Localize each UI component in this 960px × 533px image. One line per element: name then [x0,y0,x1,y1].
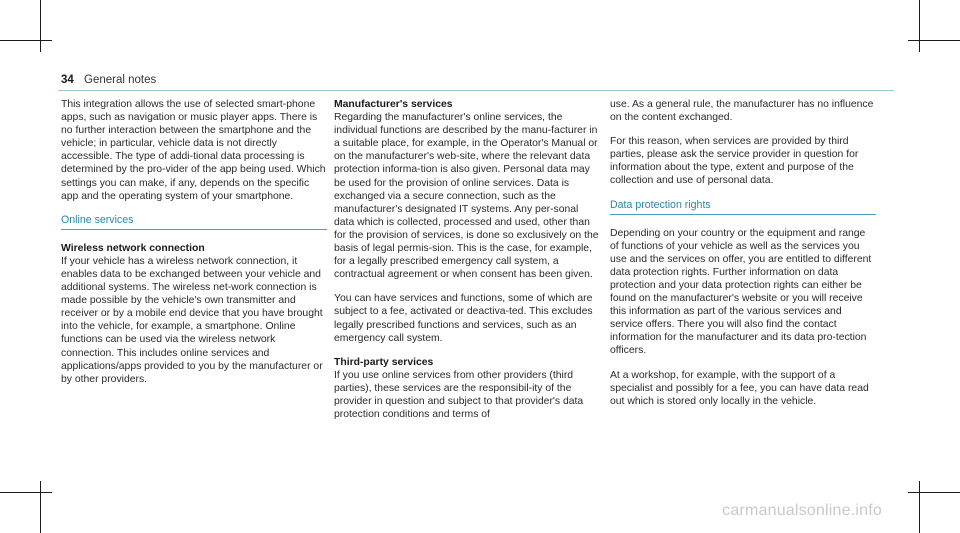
subheading-wireless: Wireless network connection [61,242,205,254]
wireless-paragraph: If your vehicle has a wireless network connection, it enables data to be exchanged between your vehicle and additional systems. The wireless net-work connection is made possible by the vehicle's own transmitter and receiver or by a mobile end device that you have brought into the vehicle, for example, a smartphone. Online functions can be used via the wireless network connection. This includes online services and applications/apps provided to you by the manufacturer or by other providers. [61,255,323,385]
crop-mark [0,40,52,41]
header-rule [58,90,894,91]
crop-mark [919,0,920,52]
third-party-paragraph: If you use online services from other providers (third parties), these services are the responsibil-ity of the provider in question and subject to that provider's data protection conditions and terms of [334,369,584,421]
services-paragraph: You can have services and functions, some of which are subject to a fee, activated or deactiva-ted. This excludes legally prescribed functions and services, such as an emergency call system. [334,293,593,344]
continued-paragraph: use. As a general rule, the manufacturer has no influence on the content exchanged. [610,99,874,124]
crop-mark [40,0,41,52]
subheading-third-party: Third-party services [334,356,434,368]
intro-paragraph: This integration allows the use of selected smart-phone apps, such as navigation or music player apps. There is no further interaction between the smartphone and the vehicle; in particular, vehicle data is not directly accessible. The type of addi-tional data processing is determined by the pro-vider of the app being used. Which settings you can make, if any, depends on the specific app and the operating system of your smartphone. [61,99,326,202]
reason-paragraph: For this reason, when services are provided by third parties, please ask the service provider in question for information about the type, extent and purpose of the collection and use of personal data. [610,136,859,187]
rights-paragraph: Depending on your country or the equipment and range of functions of your vehicle as well as the services you use and the services on offer, you are entitled to different data protection rights. Further information on data protection and your data protection rights can either be found on the manufacturer's website or you will receive this information as part of the various services and service offers. There you will also find the contact information for the manufacturer and its data pro-tection officers. [610,227,872,357]
crop-mark [908,492,960,493]
section-rule [61,229,327,230]
page-number: 34 [61,74,74,86]
manufacturer-paragraph: Regarding the manufacturer's online services, the individual functions are described by the manu-facturer in a suitable place, for example, in the Operator's Manual or on the manufacturer's web-site, where the relevant data protection informa-tion is also given. Personal data may be used for the provision of online services. Data is exchanged via a secure connection, such as the manufacturer's designated IT systems. Any per-sonal data which is collected, processed and used, other than for the provision of services, is done so exclusively on the basis of legal permis-sion. This is the case, for example, for a legally prescribed emergency call system, a contractual agreement or when consent has been given. [334,112,599,281]
section-rule [610,214,876,215]
subheading-manufacturer: Manufacturer's services [334,99,453,110]
crop-mark [40,481,41,533]
watermark: carmanualsonline.info [722,502,882,519]
section-heading-data-protection-rights: Data protection rights [610,198,711,211]
crop-mark [0,492,52,493]
crop-mark [919,481,920,533]
column-2 [334,98,600,432]
column-3 [610,98,876,419]
crop-mark [908,40,960,41]
column-1 [61,98,327,397]
section-heading-online-services: Online services [61,213,134,226]
workshop-paragraph: At a workshop, for example, with the support of a specialist and possibly for a fee, you can have data read out which is stored only locally in the vehicle. [610,369,869,407]
page-header-title: General notes [84,74,157,86]
